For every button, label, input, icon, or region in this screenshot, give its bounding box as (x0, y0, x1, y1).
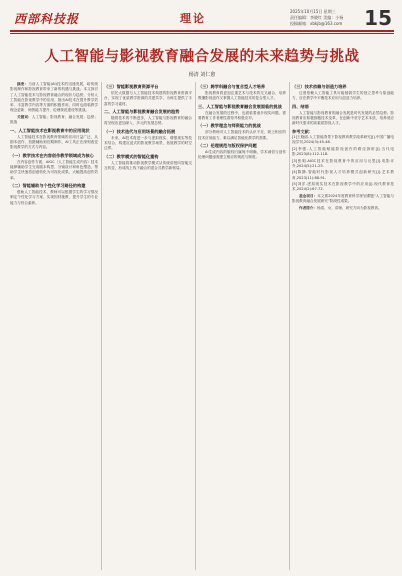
section-body: 影视教育将更加注重艺术与技术的交叉融合，培养既懂影视创作又掌握人工智能技术的复合型人才。 (198, 91, 286, 101)
col4-sections (292, 84, 394, 127)
section-title: 理论 (180, 12, 206, 25)
column-4 (292, 82, 394, 570)
article-title: 人工智能与影视教育融合发展的未来趋势与挑战 (44, 49, 360, 65)
page-number: 15 (364, 6, 392, 30)
section-heading: （三）智能影视教育资源平台 (104, 84, 159, 89)
section-heading: （二）伦理规范与版权保护问题 (198, 143, 257, 149)
references-label: 参考文献： (292, 128, 313, 134)
section-body: 随着技术的不断进步，人工智能与影视教育的融合将呈现出更加深入、多元的发展态势。 (104, 116, 192, 126)
section-heading: （二）教学模式的智能化重构 (104, 153, 159, 159)
reference-item: [3]张明.AIGC技术在影视教育中的应用与反思[J].电影评介,2024(5):21-25. (292, 158, 394, 168)
col1-sections (10, 128, 98, 206)
section-body: 在内容创作方面，AIGC（人工智能生成内容）技术能够辅助学生完成剧本构思、分镜设计和角色塑造，帮助学生快速将创意转化为可视化成果，大幅提高创作效率。 (10, 159, 98, 180)
section-body: 过度依赖人工智能工具可能削弱学生的独立思考与原创能力，应在教学中平衡技术应用与创造力培养。 (292, 91, 394, 101)
section-heading: 三、人工智能与影视教育融合发展面临的挑战 (198, 103, 282, 109)
section-body: 在融合发展的过程中，也面临着诸多现实问题，需要教育工作者理性看待并积极应对。 (198, 110, 286, 121)
section-body: AI生成内容的版权归属尚不明确，学术诚信与创作伦理问题亟需建立相应的规范与制度。 (198, 150, 286, 160)
issue-info-line: 2025年10月15日 星期三 (290, 9, 336, 14)
references (292, 129, 394, 193)
section-body: 人工智能与影视教育的融合发展是时代发展的必然趋势。影视教育应积极拥抱技术变革，在创新中坚守艺术本质，培养适应新时代需求的高素质影视人才。 (292, 110, 394, 126)
column-divider (101, 82, 102, 570)
masthead (10, 6, 394, 40)
section-heading: （一）教学理念与师资能力的挑战 (198, 123, 261, 129)
issue-info-line: 投稿邮箱：xbkjb@163.com (290, 21, 343, 26)
section-heading: （二）智能辅助与个性化学习路径的构建 (10, 182, 86, 188)
reference-item: [2]李强.人工智能赋能影视创作的路径探析[J].当代电影,2023(8):112-118. (292, 146, 394, 157)
section-heading: （一）技术迭代与应用场景的融合拓展 (104, 128, 176, 134)
issue-info (290, 9, 370, 27)
column-2 (104, 82, 192, 570)
fund-note: 基金项目：本文系2024年度教育科学规划课题“人工智能与影视教育融合发展研究”阶段性成果。 (292, 193, 394, 204)
byline: 杨清 刘仁愈 (188, 72, 216, 78)
section-heading: 一、人工智能技术在影视教育中的应用现状 (10, 127, 90, 133)
section-body: 借助人工智能技术，教师可以根据学生的学习情况制定个性化学习方案，实现因材施教，提升学生的专业能力与综合素养。 (10, 189, 98, 205)
section-heading: 二、人工智能与影视教育融合发展的趋势 (104, 108, 180, 114)
keywords: 关键词：人工智能；影视教育；融合发展；趋势；挑战 (10, 114, 98, 125)
section-body: 部分教师对人工智能技术的认识不足，缺乏相应的技术应用能力，难以满足智能化教学的需要。 (198, 130, 286, 140)
section-heading: 四、结语 (292, 103, 309, 109)
col3-sections (198, 84, 286, 161)
section-body: 依托大数据与人工智能技术构建的影视教育资源平台，实现了优质教学资源的共建共享，为师生提供了丰富的学习素材。 (104, 91, 192, 106)
reference-item: [4]陈静.智能时代影视人才培养模式创新研究[J].艺术教育,2023(11):88-91. (292, 170, 394, 180)
section-body: 人工智能将推动影视教学模式从传统讲授向智能交互转变，形成线上线下融合的混合式教学新格局。 (104, 160, 192, 171)
column-divider (195, 82, 196, 570)
column-divider (289, 82, 290, 570)
section-heading: （三）跨学科融合与复合型人才培养 (198, 84, 266, 89)
issue-info-line: 责任编辑：李晓红 美编：小杨 (290, 15, 344, 20)
column-3 (198, 82, 286, 570)
reference-item: [1]王晓丽.人工智能背景下影视教育教学改革研究[J].中国广播电视学刊,2024(3):45-48. (292, 134, 394, 145)
reference-item: [5]刘洋.虚拟现实技术在影视教学中的应用[J].现代教育技术,2024(2):67-72. (292, 182, 394, 192)
section-body: 未来，AI技术将进一步与虚拟现实、增强现实等技术结合，构建沉浸式的影视教学场景，拓展教学的时空边界。 (104, 135, 192, 151)
section-body: 人工智能技术在影视教育领域的应用日益广泛，从剧本创作、拍摄辅助到后期制作，AI工具正在深刻改变影视教学的方式与内容。 (10, 134, 98, 150)
section-heading: （一）教学技术在内容创作教学领域成为核心 (10, 152, 94, 158)
masthead-divider-thin (10, 33, 394, 34)
col2-sections (104, 84, 192, 171)
reference-list (292, 135, 394, 193)
masthead-divider (10, 30, 394, 32)
column-1 (10, 82, 98, 570)
author-note: 作者简介：杨清，女，讲师，研究方向为影视教育。 (299, 205, 382, 210)
paper-name: 西部科技报 (14, 12, 80, 26)
abstract: 摘要：当前人工智能(AI)技术的迅速发展，给传统影视制作和影视教育带来了新的机遇与挑战。本文探讨了人工智能技术与影视教育融合的现状与趋势，分析人工智能在影视教学中的应用，指出AI技术在提升教学效率、丰富教学内容等方面的积极作用，同时也面临教学理念更新、师资能力提升、伦理规范建设等挑战。 (10, 82, 98, 113)
section-heading: （三）技术依赖与创造力培养 (292, 84, 347, 89)
